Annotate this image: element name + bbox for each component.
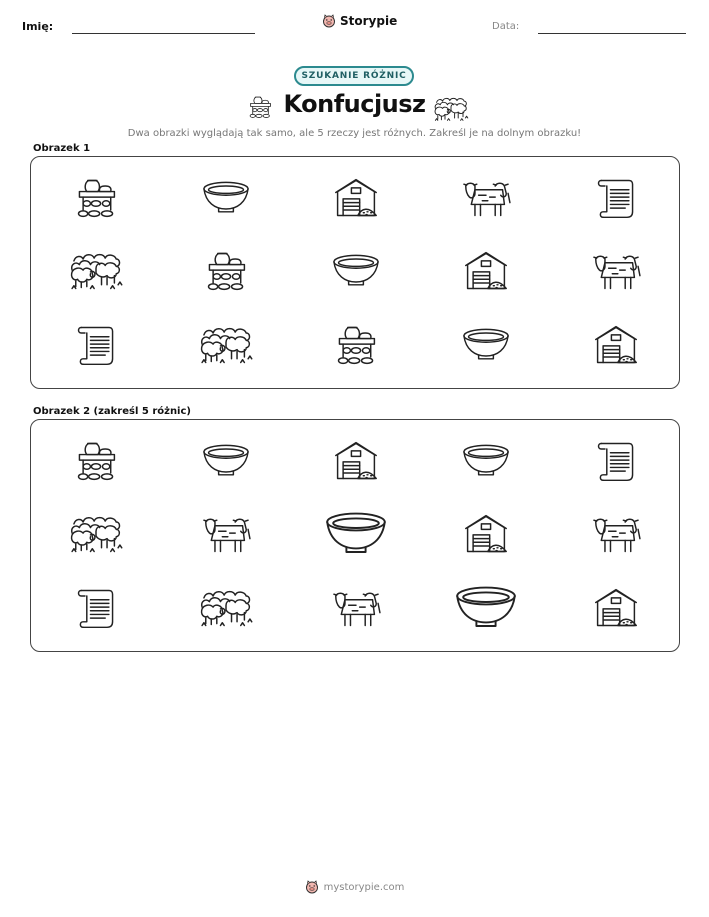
ox-pair-icon[interactable] <box>458 175 514 221</box>
sheep-flock-icon[interactable] <box>198 585 254 631</box>
page-title: Konfucjusz <box>283 90 426 118</box>
pig-logo-icon <box>305 880 319 894</box>
activity-badge: SZUKANIE RÓŻNIC <box>294 66 414 86</box>
sheep-flock-icon <box>432 94 470 128</box>
ox-pair-icon[interactable] <box>198 511 254 557</box>
bowl-icon[interactable] <box>317 504 395 564</box>
name-label: Imię: <box>22 20 54 33</box>
bowl-icon[interactable] <box>198 175 254 221</box>
scroll-icon[interactable] <box>68 585 124 631</box>
footer <box>0 880 709 894</box>
sheep-flock-icon[interactable] <box>68 248 124 294</box>
sheep-flock-icon[interactable] <box>198 322 254 368</box>
bowl-icon[interactable] <box>328 248 384 294</box>
picture2-panel[interactable] <box>30 419 680 652</box>
date-line[interactable] <box>538 33 686 34</box>
stone-pedestal-with-jars-icon[interactable] <box>68 438 124 484</box>
barn-icon[interactable] <box>588 322 644 368</box>
barn-icon[interactable] <box>328 175 384 221</box>
ox-pair-icon[interactable] <box>588 248 644 294</box>
picture1-panel <box>30 156 680 389</box>
bowl-icon[interactable] <box>458 322 514 368</box>
barn-icon[interactable] <box>458 511 514 557</box>
scroll-icon[interactable] <box>68 322 124 368</box>
footer-url[interactable]: mystorypie.com <box>323 881 405 893</box>
brand-name: Storypie <box>340 14 398 28</box>
sheep-flock-icon[interactable] <box>68 511 124 557</box>
name-line[interactable] <box>72 33 255 34</box>
barn-icon[interactable] <box>328 438 384 484</box>
brand <box>322 14 397 28</box>
stone-pedestal-with-jars-icon[interactable] <box>68 175 124 221</box>
barn-icon[interactable] <box>458 248 514 294</box>
bowl-icon[interactable] <box>198 438 254 484</box>
picture2-label: Obrazek 2 (zakreśl 5 różnic) <box>33 406 191 417</box>
stone-pedestal-with-jars-icon[interactable] <box>198 248 254 294</box>
stone-pedestal-with-jars-icon[interactable] <box>328 322 384 368</box>
picture1-label: Obrazek 1 <box>33 143 91 154</box>
scroll-icon[interactable] <box>588 175 644 221</box>
scroll-icon[interactable] <box>588 438 644 484</box>
bowl-icon[interactable] <box>447 578 525 638</box>
ox-pair-icon[interactable] <box>588 511 644 557</box>
barn-icon[interactable] <box>588 585 644 631</box>
instructions: Dwa obrazki wyglądają tak samo, ale 5 rzeczy jest różnych. Zakreśl je na dolnym obrazku! <box>127 128 582 139</box>
bowl-icon[interactable] <box>458 438 514 484</box>
ox-pair-icon[interactable] <box>328 585 384 631</box>
date-label: Data: <box>492 21 520 32</box>
pig-logo-icon <box>322 14 336 28</box>
